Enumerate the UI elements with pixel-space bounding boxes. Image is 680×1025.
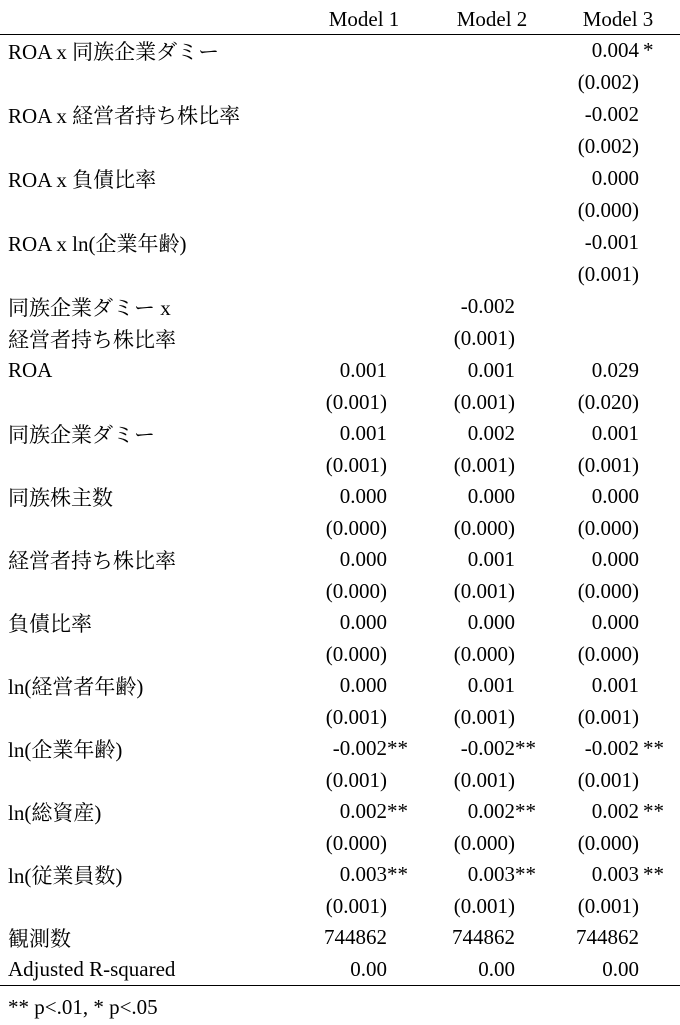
coefficient-value: 0.000 [339, 610, 387, 634]
cell-model-3 [556, 702, 680, 733]
cell-model-1 [300, 99, 428, 131]
coefficient-value: 744862 [324, 925, 387, 949]
coefficient-value: (0.000) [453, 830, 515, 855]
coefficient-value: (0.000) [577, 515, 639, 540]
cell-model-2 [428, 418, 556, 450]
row-label: ROA x 負債比率 [8, 167, 157, 192]
row-label [0, 513, 300, 544]
table-row [0, 544, 680, 576]
row-label [0, 195, 300, 227]
cell-model-1 [300, 291, 428, 323]
table-row [0, 639, 680, 670]
cell-model-2 [428, 702, 556, 733]
table-row [0, 131, 680, 163]
coefficient-value: (0.001) [577, 704, 639, 729]
coefficient-value: (0.001) [453, 578, 515, 603]
cell-model-1 [300, 796, 428, 828]
coefficient-value: (0.001) [577, 262, 639, 286]
cell-model-1 [300, 513, 428, 544]
coefficient-value: 0.000 [467, 610, 515, 634]
cell-model-3 [556, 922, 680, 954]
cell-model-3 [556, 639, 680, 670]
coefficient-value: -0.002 [332, 736, 387, 760]
coefficient-value: 0.000 [339, 547, 387, 571]
table-row [0, 163, 680, 195]
coefficient-value: -0.002 [460, 736, 515, 760]
table-row [0, 195, 680, 227]
coefficient-value: (0.001) [325, 893, 387, 918]
row-label [0, 131, 300, 163]
cell-model-2 [428, 227, 556, 259]
row-label: ROA x 同族企業ダミー [8, 39, 220, 64]
table-row [0, 291, 680, 323]
table-row [0, 67, 680, 99]
row-label: ROA x 経営者持ち株比率 [8, 103, 241, 128]
row-label: 同族企業ダミー x [8, 295, 171, 320]
column-header-model-2: Model 2 [456, 6, 528, 31]
cell-model-1 [300, 702, 428, 733]
coefficient-value: 0.001 [591, 673, 639, 697]
cell-model-2 [428, 859, 556, 891]
table-row [0, 607, 680, 639]
cell-model-2 [428, 828, 556, 859]
cell-model-2 [428, 796, 556, 828]
table-row [0, 99, 680, 131]
coefficient-value: (0.001) [577, 893, 639, 918]
coefficient-value: (0.000) [577, 830, 639, 855]
row-label [0, 67, 300, 99]
coefficient-value: 0.003 [591, 862, 639, 886]
row-label [0, 639, 300, 670]
cell-model-3 [556, 576, 680, 607]
row-label [0, 259, 300, 291]
coefficient-value: (0.001) [453, 704, 515, 729]
cell-model-1 [300, 67, 428, 99]
cell-model-2 [428, 99, 556, 131]
table-row [0, 702, 680, 733]
significance-stars: ** [387, 735, 408, 760]
significance-stars: ** [515, 861, 536, 886]
cell-model-1 [300, 35, 428, 67]
cell-model-3 [556, 291, 680, 323]
coefficient-value: 0.003 [467, 862, 515, 886]
cell-model-1 [300, 227, 428, 259]
row-label [0, 765, 300, 796]
row-label: 観測数 [8, 926, 71, 951]
coefficient-value: 0.000 [591, 547, 639, 571]
coefficient-value: 0.002 [339, 799, 387, 823]
table-row [0, 387, 680, 418]
row-label [0, 387, 300, 418]
coefficient-value: (0.000) [325, 830, 387, 855]
table-row [0, 765, 680, 796]
cell-model-3 [556, 418, 680, 450]
coefficient-value: (0.001) [325, 452, 387, 477]
table-row [0, 450, 680, 481]
coefficient-value: (0.001) [453, 326, 515, 350]
significance-stars: ** [643, 735, 664, 760]
cell-model-3 [556, 163, 680, 195]
cell-model-1 [300, 891, 428, 922]
coefficient-value: 0.001 [591, 421, 639, 445]
row-label: 負債比率 [8, 611, 92, 636]
coefficient-value: (0.001) [577, 767, 639, 792]
table-row [0, 576, 680, 607]
cell-model-1 [300, 323, 428, 355]
cell-model-3 [556, 450, 680, 481]
cell-model-2 [428, 891, 556, 922]
significance-stars: * [643, 37, 654, 62]
row-label: Adjusted R-squared [8, 956, 176, 981]
cell-model-1 [300, 765, 428, 796]
table-row [0, 954, 680, 986]
cell-model-3 [556, 99, 680, 131]
coefficient-value: -0.002 [460, 294, 515, 318]
coefficient-value: (0.001) [325, 704, 387, 729]
cell-model-3 [556, 131, 680, 163]
row-label: ln(従業員数) [8, 863, 123, 888]
table-row [0, 513, 680, 544]
cell-model-3 [556, 67, 680, 99]
cell-model-3 [556, 513, 680, 544]
cell-model-2 [428, 131, 556, 163]
coefficient-value: (0.000) [577, 578, 639, 603]
significance-footnote: ** p<.01, * p<.05 [8, 995, 158, 1019]
cell-model-2 [428, 513, 556, 544]
cell-model-3 [556, 259, 680, 291]
cell-model-3 [556, 544, 680, 576]
cell-model-3 [556, 765, 680, 796]
coefficient-value: (0.020) [577, 389, 639, 414]
cell-model-3 [556, 355, 680, 387]
table-row [0, 922, 680, 954]
significance-stars: ** [515, 735, 536, 760]
table-row [0, 323, 680, 355]
cell-model-1 [300, 418, 428, 450]
table-row [0, 891, 680, 922]
significance-stars: ** [643, 861, 664, 886]
coefficient-value: (0.000) [325, 641, 387, 666]
cell-model-3 [556, 859, 680, 891]
cell-model-2 [428, 35, 556, 67]
row-label [0, 828, 300, 859]
cell-model-1 [300, 195, 428, 227]
cell-model-1 [300, 544, 428, 576]
cell-model-2 [428, 259, 556, 291]
coefficient-value: (0.000) [577, 198, 639, 222]
significance-stars: ** [387, 798, 408, 823]
coefficient-value: 0.000 [339, 484, 387, 508]
cell-model-3 [556, 227, 680, 259]
coefficient-value: 0.002 [467, 421, 515, 445]
cell-model-2 [428, 765, 556, 796]
coefficient-value: 0.002 [591, 799, 639, 823]
coefficient-value: (0.000) [325, 578, 387, 603]
cell-model-3 [556, 891, 680, 922]
significance-stars: ** [643, 798, 664, 823]
row-label: 経営者持ち株比率 [8, 327, 176, 352]
cell-model-3 [556, 481, 680, 513]
coefficient-value: 0.000 [591, 484, 639, 508]
coefficient-value: 0.001 [339, 358, 387, 382]
cell-model-1 [300, 481, 428, 513]
cell-model-1 [300, 387, 428, 418]
coefficient-value: 0.029 [591, 358, 639, 382]
cell-model-3 [556, 670, 680, 702]
cell-model-1 [300, 131, 428, 163]
cell-model-2 [428, 733, 556, 765]
coefficient-value: 0.000 [467, 484, 515, 508]
cell-model-3 [556, 828, 680, 859]
table-row [0, 227, 680, 259]
coefficient-value: 0.00 [350, 956, 387, 981]
cell-model-1 [300, 450, 428, 481]
table-row [0, 355, 680, 387]
cell-model-1 [300, 163, 428, 195]
table-row [0, 35, 680, 67]
cell-model-1 [300, 828, 428, 859]
coefficient-value: (0.000) [453, 641, 515, 666]
coefficient-value: -0.001 [584, 230, 639, 254]
coefficient-value: 0.001 [467, 547, 515, 571]
row-label: 同族企業ダミー [8, 422, 155, 447]
coefficient-value: 0.002 [467, 799, 515, 823]
coefficient-value: (0.001) [453, 452, 515, 477]
table-row [0, 733, 680, 765]
row-label: ln(総資産) [8, 800, 102, 825]
cell-model-1 [300, 607, 428, 639]
coefficient-value: 0.003 [339, 862, 387, 886]
coefficient-value: (0.002) [577, 134, 639, 158]
coefficient-value: 0.000 [591, 166, 639, 190]
column-header-model-3: Model 3 [582, 6, 654, 31]
column-header-model-1: Model 1 [328, 6, 400, 31]
cell-model-2 [428, 544, 556, 576]
coefficient-value: 744862 [576, 925, 639, 949]
cell-model-2 [428, 922, 556, 954]
cell-model-3 [556, 195, 680, 227]
row-label [0, 450, 300, 481]
cell-model-1 [300, 355, 428, 387]
coefficient-value: 0.00 [478, 956, 515, 981]
coefficient-value: 0.001 [467, 673, 515, 697]
coefficient-value: (0.000) [325, 515, 387, 540]
table-row [0, 481, 680, 513]
coefficient-value: 0.000 [339, 673, 387, 697]
cell-model-3 [556, 35, 680, 67]
cell-model-1 [300, 259, 428, 291]
coefficient-value: 744862 [452, 925, 515, 949]
cell-model-1 [300, 922, 428, 954]
table-row [0, 670, 680, 702]
cell-model-2 [428, 450, 556, 481]
table-body [0, 35, 680, 986]
coefficient-value: -0.002 [584, 102, 639, 126]
row-label: 同族株主数 [8, 485, 113, 510]
cell-model-1 [300, 859, 428, 891]
row-label [0, 702, 300, 733]
table-row [0, 796, 680, 828]
header-blank [0, 4, 300, 35]
cell-model-3 [556, 387, 680, 418]
cell-model-2 [428, 639, 556, 670]
cell-model-3 [556, 323, 680, 355]
cell-model-1 [300, 733, 428, 765]
cell-model-1 [300, 954, 428, 986]
row-label [0, 891, 300, 922]
cell-model-2 [428, 195, 556, 227]
cell-model-2 [428, 67, 556, 99]
coefficient-value: (0.001) [325, 389, 387, 414]
cell-model-2 [428, 323, 556, 355]
coefficient-value: 0.00 [602, 956, 639, 981]
row-label: ln(企業年齢) [8, 737, 123, 762]
cell-model-1 [300, 576, 428, 607]
header-row [0, 4, 680, 35]
table-row [0, 418, 680, 450]
cell-model-2 [428, 670, 556, 702]
cell-model-2 [428, 607, 556, 639]
cell-model-3 [556, 733, 680, 765]
cell-model-3 [556, 607, 680, 639]
coefficient-value: 0.001 [467, 358, 515, 382]
cell-model-1 [300, 639, 428, 670]
row-label: ROA [8, 358, 53, 382]
cell-model-2 [428, 291, 556, 323]
row-label [0, 576, 300, 607]
coefficient-value: (0.001) [453, 767, 515, 792]
cell-model-2 [428, 954, 556, 986]
coefficient-value: (0.001) [453, 893, 515, 918]
coefficient-value: 0.004 [591, 38, 639, 63]
coefficient-value: 0.000 [591, 610, 639, 634]
cell-model-2 [428, 481, 556, 513]
coefficient-value: (0.001) [325, 767, 387, 792]
row-label: ln(経営者年齢) [8, 674, 144, 699]
coefficient-value: 0.001 [339, 421, 387, 445]
cell-model-3 [556, 954, 680, 986]
coefficient-value: -0.002 [584, 736, 639, 760]
row-label: ROA x ln(企業年齢) [8, 231, 187, 256]
significance-stars: ** [515, 798, 536, 823]
cell-model-2 [428, 387, 556, 418]
coefficient-value: (0.001) [577, 452, 639, 477]
row-label: 経営者持ち株比率 [8, 548, 176, 573]
cell-model-3 [556, 796, 680, 828]
table-row [0, 859, 680, 891]
cell-model-2 [428, 576, 556, 607]
regression-table [0, 4, 680, 986]
coefficient-value: (0.000) [577, 641, 639, 666]
table-row [0, 259, 680, 291]
table-row [0, 828, 680, 859]
cell-model-2 [428, 163, 556, 195]
coefficient-value: (0.000) [453, 515, 515, 540]
coefficient-value: (0.002) [577, 70, 639, 94]
cell-model-2 [428, 355, 556, 387]
coefficient-value: (0.001) [453, 389, 515, 414]
significance-stars: ** [387, 861, 408, 886]
cell-model-1 [300, 670, 428, 702]
